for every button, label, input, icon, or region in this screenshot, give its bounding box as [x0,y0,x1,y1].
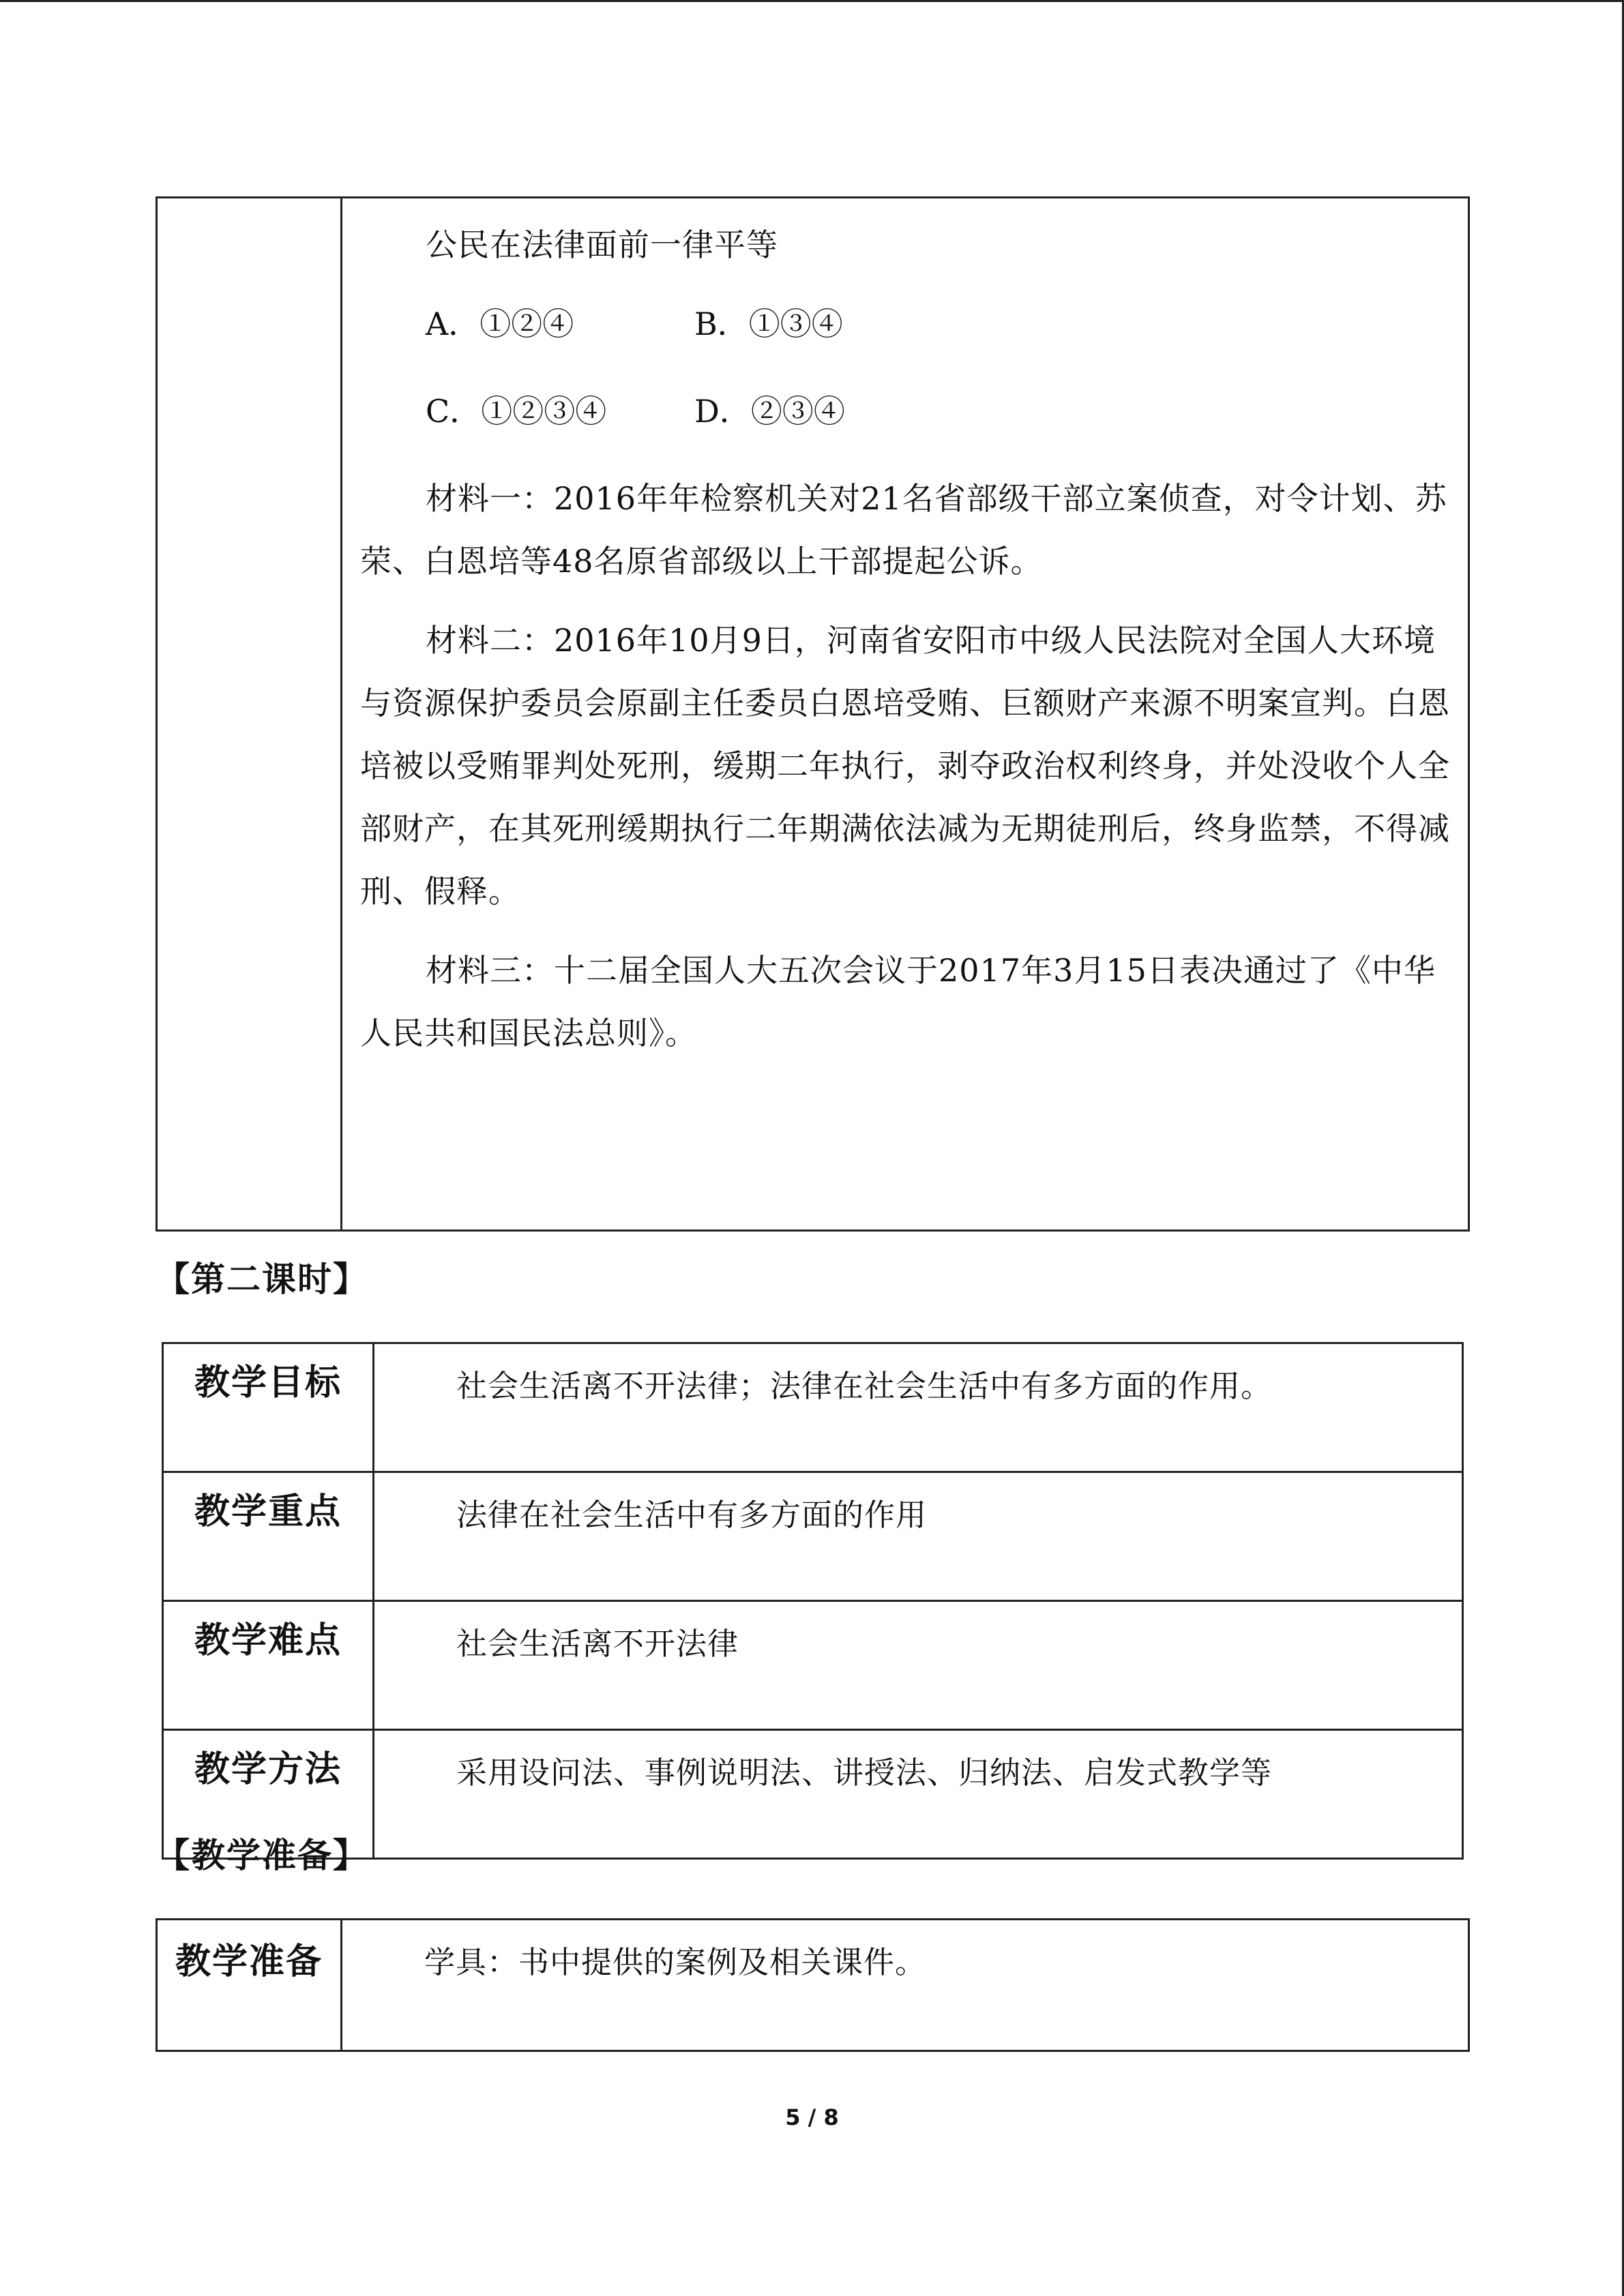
prep-value: 学具：书中提供的案例及相关课件。 [424,1944,927,1980]
difficulty-value: 社会生活离不开法律 [456,1626,739,1662]
lesson-key-cell [163,1472,374,1601]
lesson-key-cell [163,1601,374,1730]
lesson-value-cell [374,1472,1463,1601]
material-1: 材料一：2016年年检察机关对21名省部级干部立案侦查，对令计划、苏荣、白恩培等48名原省部级以上干部提起公诉。 [360,480,1447,580]
focus-key: 教学重点 [194,1491,342,1532]
equality-line: 公民在法律面前一律平等 [426,226,778,263]
options-row-1 [360,293,1450,355]
page-border-top [0,0,1624,2]
prep-key: 教学准备 [175,1941,323,1982]
lesson-row-focus [163,1472,1463,1601]
lesson-value-cell [374,1601,1463,1730]
focus-value: 法律在社会生活中有多方面的作用 [456,1497,928,1533]
material-content-cell [342,198,1469,1231]
material-3: 材料三：十二届全国人大五次会议于2017年3月15日表决通过了《中华人民共和国民法总则》。 [360,952,1436,1052]
option-a: A．①②④ [426,305,574,342]
options-row-2 [360,380,1450,443]
lesson-key-cell [163,1343,374,1472]
lesson-row-goal [163,1343,1463,1472]
difficulty-key: 教学难点 [194,1620,342,1661]
prep-row [157,1920,1469,2051]
lesson-value-cell [374,1730,1463,1859]
method-key: 教学方法 [194,1749,342,1790]
prep-key-cell [157,1920,342,2051]
option-d: D．②③④ [694,393,845,430]
lesson-row-difficulty [163,1601,1463,1730]
lesson-value-cell [374,1343,1463,1472]
option-c: C．①②③④ [426,393,607,430]
method-value: 采用设问法、事例说明法、讲授法、归纳法、启发式教学等 [456,1755,1273,1791]
goal-value: 社会生活离不开法律；法律在社会生活中有多方面的作用。 [456,1368,1273,1404]
material-table [156,196,1470,1232]
preparation-table [156,1918,1470,2052]
second-lesson-heading: 【第二课时】 [156,1259,368,1299]
preparation-heading: 【教学准备】 [156,1836,368,1875]
material-label-cell [157,198,342,1231]
option-b: B．①③④ [694,305,843,342]
lesson-table [162,1342,1464,1860]
page-number: 5 / 8 [785,2104,839,2130]
prep-value-cell [342,1920,1469,2051]
goal-key: 教学目标 [194,1362,342,1403]
material-2: 材料二：2016年10月9日，河南省安阳市中级人民法院对全国人大环境与资源保护委员会原副主任委员白恩培受贿、巨额财产来源不明案宣判。白恩培被以受贿罪判处死刑，缓期二年执行，剥夺政治权利终身，并处没收个人全部财产，在其死刑缓期执行二年期满依法减为无期徒刑后，终身监禁，不得减刑、假释。 [360,622,1450,910]
